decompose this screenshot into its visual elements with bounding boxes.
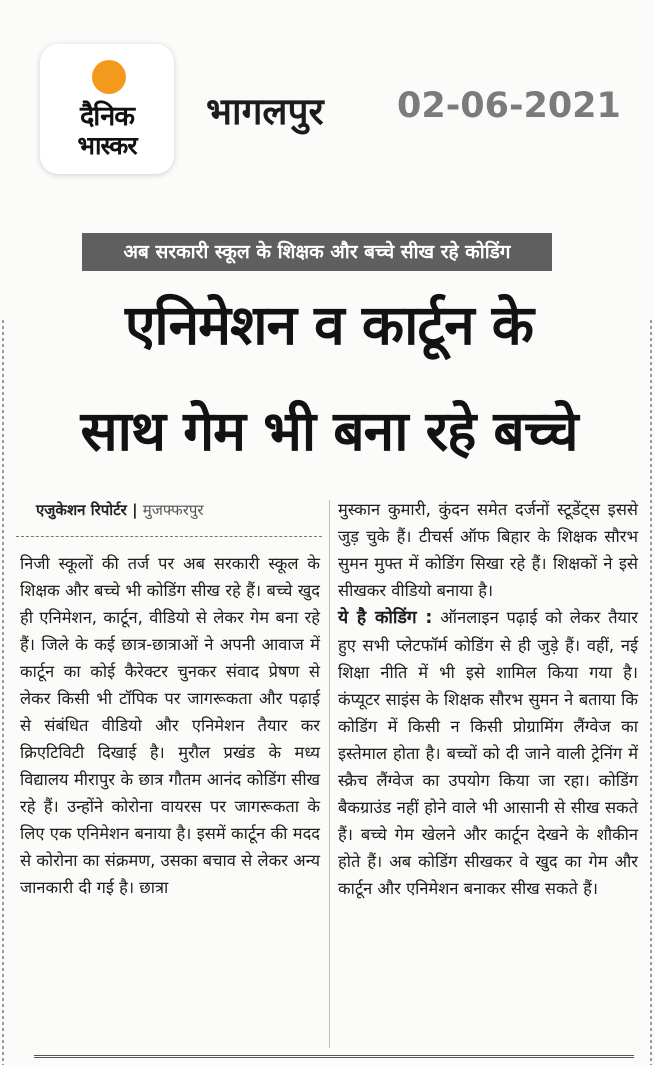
article-right-column: [338, 496, 638, 902]
headline-line-1: एनिमेशन व कार्टून के: [125, 293, 533, 357]
edition-date: 02-06-2021: [397, 86, 621, 126]
byline-divider: [16, 536, 322, 537]
article-left-column: निजी स्कूलों की तर्ज पर अब सरकारी स्कूल के शिक्षक और बच्चे भी कोडिंग सीख रहे हैं। बच्चे खुद ही एनिमेशन, कार्टून, वीडियो से लेकर गेम बना रहे हैं। जिले के कई छात्र-छात्राओं ने अपनी आवाज में कार्टून का कोई कैरेक्टर चुनकर संवाद प्रेषण से लेकर किसी भी टॉपिक पर जागरूकता और पढ़ाई से संबंधित वीडियो और एनिमेशन तैयार कर क्रिएटिविटी दिखाई है। मुरौल प्रखंड के मध्य विद्यालय मीरापुर के छात्र गौतम आनंद कोडिंग सीख रहे हैं। उन्होंने कोरोना वायरस पर जागरूकता के लिए एक एनिमेशन बनाया है। इसमें कार्टून की मदद से कोरोना का संक्रमण, उसका बचाव से लेकर अन्य जानकारी दी गई है। छात्रा: [20, 554, 320, 897]
subhead: ये है कोडिंग :: [338, 608, 433, 628]
headline-line-2: साथ गेम भी बना रहे बच्चे: [80, 399, 578, 463]
logo-text-line2: भास्कर: [77, 131, 137, 160]
byline: [36, 500, 326, 520]
dainik-bhaskar-logo: [40, 44, 174, 174]
column-divider: [329, 500, 330, 1048]
bottom-rule: [34, 1055, 634, 1058]
left-edge-dots: [2, 320, 4, 1065]
right-column-body: ऑनलाइन पढ़ाई को लेकर तैयार हुए सभी प्लेटफॉर्म कोडिंग से ही जुड़े हैं। वहीं, नई शिक्षा नीति में भी इसे शामिल किया गया है। कंप्यूटर साइंस के शिक्षक सौरभ सुमन ने बताया कि कोडिंग में किसी न किसी प्रोग्रामिंग लैंग्वेज का इस्तेमाल होता है। बच्चों को दी जाने वाली ट्रेनिंग में स्क्रैच लैंग्वेज का उपयोग किया जा रहा। कोडिंग बैकग्राउंड नहीं होने वाले भी आसानी से सीख सकते हैं। बच्चे गेम खेलने और कार्टून देखने के शौकीन होते हैं। अब कोडिंग सीखकर वे खुद का गेम और कार्टून और एनिमेशन बनाकर सीख सकते हैं।: [338, 608, 638, 898]
article-kicker: अब सरकारी स्कूल के शिक्षक और बच्चे सीख रहे कोडिंग: [82, 233, 552, 271]
right-edge-dots: [650, 320, 652, 1065]
byline-city: मुजफ्फरपुर: [142, 501, 204, 519]
byline-separator: |: [132, 501, 138, 519]
logo-text-line1: दैनिक: [79, 101, 135, 132]
right-column-intro: मुस्कान कुमारी, कुंदन समेत दर्जनों स्टूडेंट्स इससे जुड़ चुके हैं। टीचर्स ऑफ बिहार के शिक्षक सौरभ सुमन मुफ्त में कोडिंग सिखा रहे हैं। शिक्षकों ने इसे सीखकर वीडियो बनाया है।: [338, 500, 638, 600]
byline-author: एजुकेशन रिपोर्टर: [36, 501, 127, 519]
sun-logo-icon: [92, 60, 126, 94]
edition-city: भागलपुर: [206, 90, 324, 133]
